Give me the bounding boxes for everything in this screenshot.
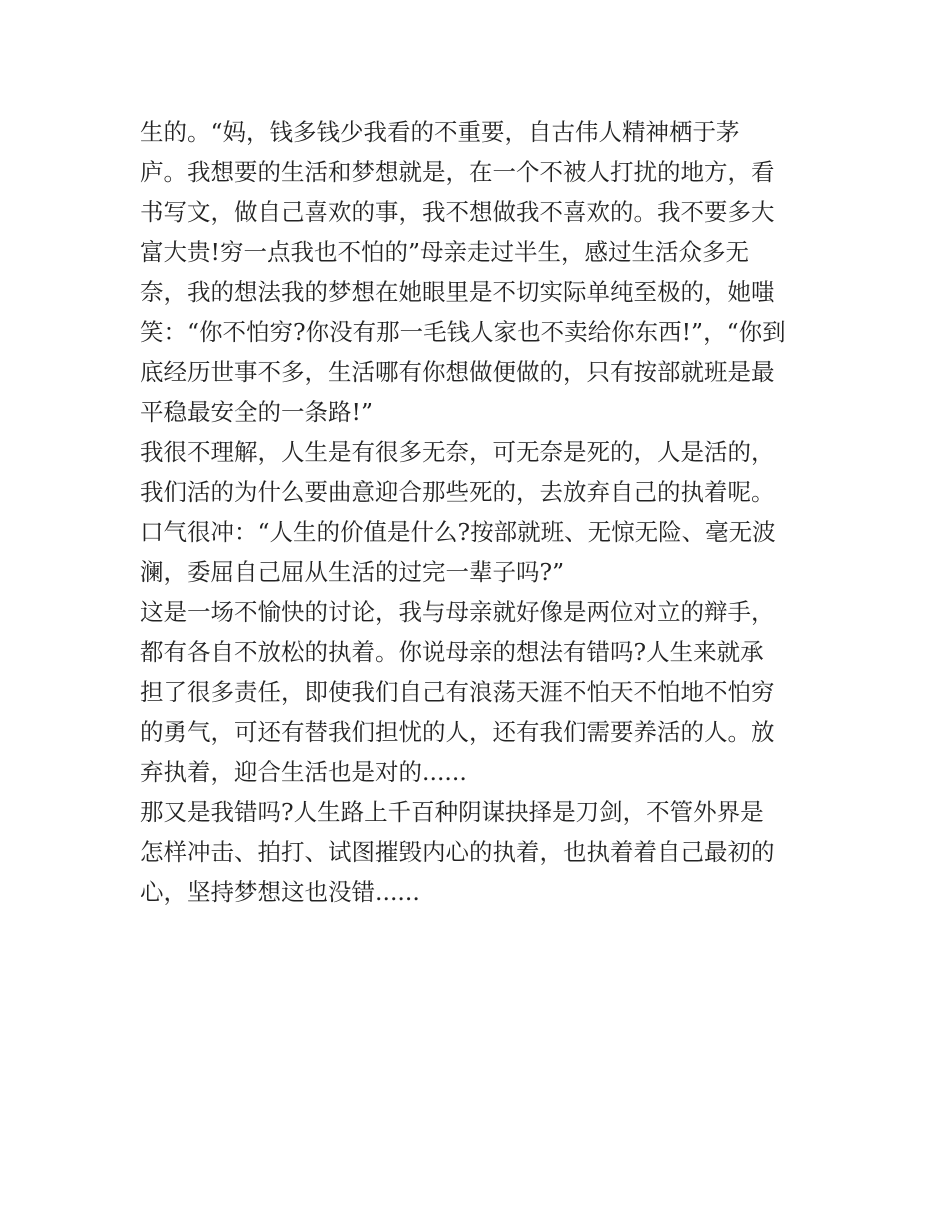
document-body xyxy=(140,112,820,912)
text-line: 心，坚持梦想这也没错...... xyxy=(140,878,420,906)
text-line: 担了很多责任，即使我们自己有浪荡天涯不怕天不怕地不怕穷 xyxy=(140,678,775,706)
text-line: 的勇气，可还有替我们担忧的人，还有我们需要养活的人。放 xyxy=(140,718,775,746)
text-line: 富大贵!穷一点我也不怕的”母亲走过半生，感过生活众多无 xyxy=(140,238,749,266)
text-line: 口气很冲：“人生的价值是什么?按部就班、无惊无险、毫无波 xyxy=(140,518,776,546)
text-line: 怎样冲击、拍打、试图摧毁内心的执着，也执着着自己最初的 xyxy=(140,838,775,866)
text-line: 澜，委屈自己屈从生活的过完一辈子吗?” xyxy=(140,558,565,586)
text-line: 生的。“妈，钱多钱少我看的不重要，自古伟人精神栖于茅 xyxy=(140,118,740,146)
text-line: 这是一场不愉快的讨论，我与母亲就好像是两位对立的辩手， xyxy=(140,598,775,626)
text-line: 我很不理解，人生是有很多无奈，可无奈是死的，人是活的， xyxy=(140,438,775,466)
text-line: 笑：“你不怕穷?你没有那一毛钱人家也不卖给你东西!”，“你到 xyxy=(140,318,786,346)
text-line: 都有各自不放松的执着。你说母亲的想法有错吗?人生来就承 xyxy=(140,638,764,666)
text-line: 平稳最安全的一条路!” xyxy=(140,398,373,426)
text-line: 弃执着，迎合生活也是对的...... xyxy=(140,758,467,786)
text-line: 那又是我错吗?人生路上千百种阴谋抉择是刀剑，不管外界是 xyxy=(140,798,764,826)
text-line: 庐。我想要的生活和梦想就是，在一个不被人打扰的地方，看 xyxy=(140,158,775,186)
text-line: 书写文，做自己喜欢的事，我不想做我不喜欢的。我不要多大 xyxy=(140,198,775,226)
text-line: 奈，我的想法我的梦想在她眼里是不切实际单纯至极的，她嗤 xyxy=(140,278,775,306)
text-line: 底经历世事不多，生活哪有你想做便做的，只有按部就班是最 xyxy=(140,358,775,386)
text-line: 我们活的为什么要曲意迎合那些死的，去放弃自己的执着呢。 xyxy=(140,478,775,506)
